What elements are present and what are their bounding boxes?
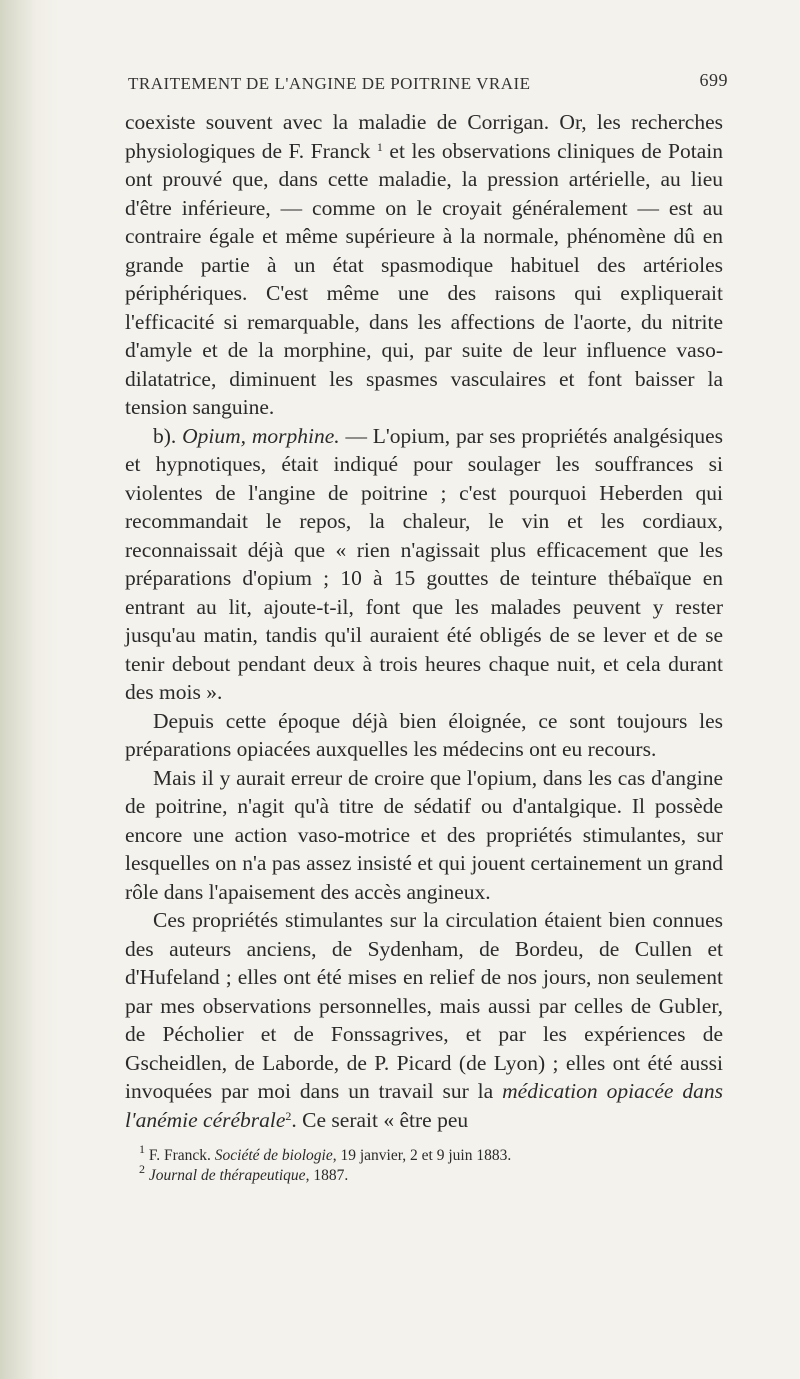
- footnote-fn2: [125, 1162, 723, 1186]
- footnote-marker: 2: [139, 1162, 145, 1176]
- page-spine-shadow: [0, 0, 60, 1379]
- text-run: , 1887.: [305, 1167, 349, 1184]
- text-run: Mais il y aurait erreur de croire que l'opium, dans les cas d'angine de poitrine, n'agit qu'à titre de sédatif ou d'antalgique. Il possède encore une action vaso-motrice et des propriétés stimulantes, sur lesquelles on n'a pas assez insisté et qui jouent certainement un grand rôle dans l'apaisement des accès angineux.: [125, 765, 723, 904]
- text-run: Depuis cette époque déjà bien éloignée, ce sont toujours les préparations opiacées auxquelles les médecins ont eu recours.: [125, 708, 723, 761]
- text-run: F. Franck.: [145, 1147, 215, 1164]
- running-title: TRAITEMENT DE L'ANGINE DE POITRINE VRAIE: [128, 74, 531, 93]
- footnote-marker: 2: [285, 1108, 292, 1123]
- text-run: . Ce serait « être peu: [291, 1107, 469, 1132]
- page-number: 699: [699, 70, 728, 90]
- italic-text: médication opiacée dans l'anémie cérébrale: [125, 1079, 723, 1132]
- paragraph-p2: [125, 422, 723, 707]
- italic-text: Société de biologie: [214, 1147, 333, 1164]
- text-run: — L'opium, par ses propriétés analgésiques et hypnotiques, était indiqué pour soulager les souffrances si violentes de l'angine de poitrine ; c'est pourquoi Heberden qui recommandait le repos, la chaleur, le vin et les cordiaux, reconnaissait déjà que « rien n'agissait plus efficacement que les préparations d'opium ; 10 à 15 gouttes de teinture thébaïque en entrant au lit, ajoute-t-il, font que les malades peuvent y rester jusqu'au matin, tandis qu'il auraient été obligés de se lever et de se tenir debout pendant deux à trois heures chaque nuit, et cela durant des mois ».: [125, 423, 723, 704]
- footnote-fn1: [125, 1142, 723, 1166]
- italic-text: Opium, morphine.: [182, 423, 340, 448]
- footnote-marker: 1: [376, 139, 383, 154]
- italic-text: Journal de thérapeutique: [148, 1167, 306, 1184]
- text-run: b).: [153, 423, 183, 448]
- text-run: , 19 janvier, 2 et 9 juin 1883.: [332, 1147, 512, 1164]
- running-header: [128, 70, 728, 94]
- footnote-marker: 1: [139, 1142, 145, 1156]
- paragraph-p1: [125, 108, 723, 422]
- paragraph-p4: [125, 764, 723, 907]
- paragraph-p3: [125, 707, 723, 764]
- text-run: coexiste souvent avec la maladie de Corrigan. Or, les recherches physiologiques de F. Franck: [125, 110, 723, 163]
- footnotes: [125, 1142, 723, 1186]
- text-run: et les observations cliniques de Potain ont prouvé que, dans cette maladie, la pression artérielle, au lieu d'être inférieure, — comme on le croyait généralement — est au contraire égale et même supérieure à la normale, phénomène dû en grande partie à un état spasmodique habituel des artérioles périphériques. C'est même une des raisons qui expliquerait l'efficacité si remarquable, dans les affections de l'aorte, du nitrite d'amyle et de la morphine, qui, par suite de leur influence vaso-dilatatrice, diminuent les spasmes vasculaires et font baisser la tension sanguine.: [125, 138, 723, 419]
- text-run: Ces propriétés stimulantes sur la circulation étaient bien connues des auteurs anciens, de Sydenham, de Bordeu, de Cullen et d'Hufeland ; elles ont été mises en relief de nos jours, non seulement par mes observations personnelles, mais aussi par celles de Gubler, de Pécholier et de Fonssagrives, et par les expériences de Gscheidlen, de Laborde, de P. Picard (de Lyon) ; elles ont été aussi invoquées par moi dans un travail sur la: [125, 908, 723, 1103]
- paragraph-p5: [125, 906, 723, 1134]
- body-text: [125, 108, 723, 1134]
